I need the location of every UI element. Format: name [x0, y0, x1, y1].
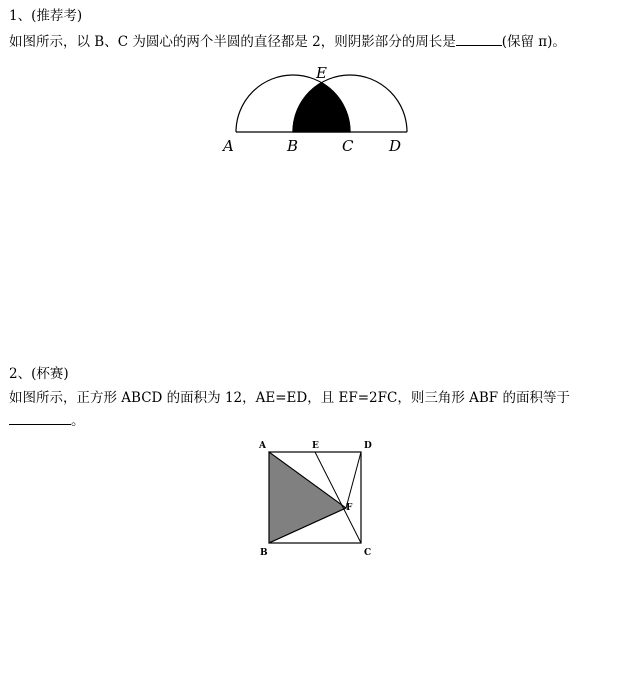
q2-label-c: C [364, 548, 372, 558]
q2-question-line1: 如图所示，正方形 ABCD 的面积为 12，AE=ED，且 EF=2FC，则三角形 ABF 的面积等于 [9, 390, 570, 406]
q1-label-b: B [287, 137, 299, 155]
q2-title: 2、(杯赛) [9, 366, 69, 382]
q1-label-d: D [389, 137, 402, 155]
q2-label-d: D [364, 441, 372, 451]
q1-title: 1、(推荐考) [9, 8, 83, 24]
q1-text-before: 如图所示，以 B、C 为圆心的两个半圆的直径都是 2，则阴影部分的周长是 [9, 34, 456, 50]
q1-label-c: C [342, 137, 354, 155]
q1-label-e: E [316, 64, 327, 82]
q1-label-a: A [223, 137, 234, 155]
q2-text-after: 。 [71, 413, 85, 429]
q2-label-e: E [312, 441, 319, 451]
q2-label-a: A [259, 441, 266, 451]
q2-label-f: F [346, 503, 353, 513]
q2-label-b: B [260, 548, 268, 558]
q2-triangle-abf [269, 452, 346, 543]
q1-text-after: (保留 π)。 [501, 34, 566, 50]
q2-segment-df [346, 452, 361, 508]
